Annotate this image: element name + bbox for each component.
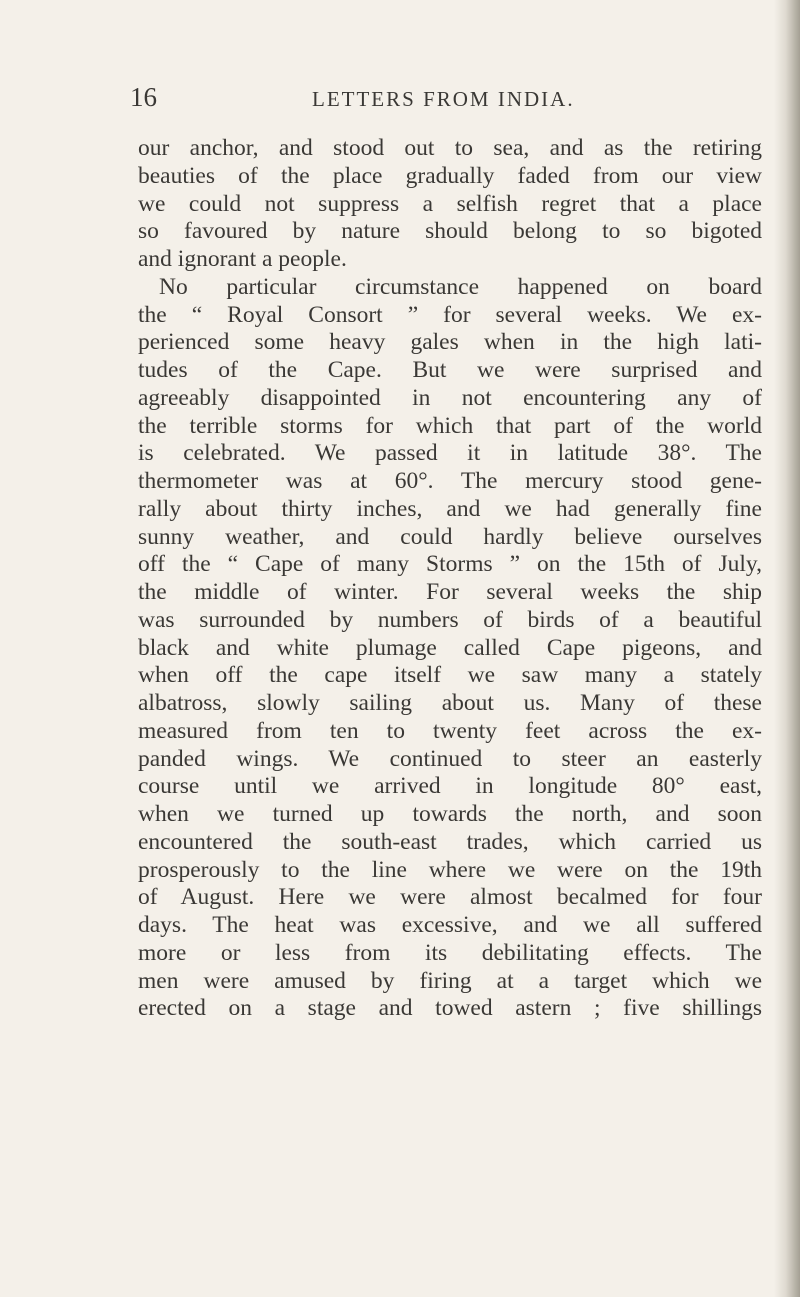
text-line: sunny weather, and could hardly believe ourselves xyxy=(138,523,762,550)
text-line: more or less from its debilitating effects. The xyxy=(138,939,762,966)
text-line: days. The heat was excessive, and we all suffered xyxy=(138,912,762,938)
text-line: off the “ Cape of many Storms ” on the 15th of July, xyxy=(138,551,762,578)
text-line: erected on a stage and towed astern ; five shillings xyxy=(138,995,762,1022)
page-edge-shadow xyxy=(774,0,800,1297)
page-number: 16 xyxy=(130,82,157,112)
running-head: LETTERS FROM INDIA. xyxy=(312,87,575,111)
text-line: agreeably disappointed in not encountering any of xyxy=(138,384,762,411)
text-line: measured from ten to twenty feet across the ex- xyxy=(138,717,762,744)
text-line: black and white plumage called Cape pigeons, and xyxy=(138,634,762,661)
text-line: tudes of the Cape. But we were surprised and xyxy=(138,357,762,383)
text-line: prosperously to the line where we were on the 19th xyxy=(138,856,762,883)
text-line: men were amused by firing at a target which we xyxy=(138,967,762,994)
text-line: was surrounded by numbers of birds of a beautiful xyxy=(138,606,762,633)
body-text xyxy=(138,135,762,1023)
text-line: encountered the south-east trades, which carried us xyxy=(138,828,762,855)
text-line: beauties of the place gradually faded from our view xyxy=(138,162,762,189)
text-line: is celebrated. We passed it in latitude 38°. The xyxy=(138,440,762,467)
text-line: our anchor, and stood out to sea, and as the retiring xyxy=(138,135,762,161)
text-line: of August. Here we were almost becalmed for four xyxy=(138,884,762,911)
text-line: No particular circumstance happened on board xyxy=(159,273,762,300)
text-line: and ignorant a people. xyxy=(138,246,347,272)
text-line: thermometer was at 60°. The mercury stood gene- xyxy=(138,468,762,494)
text-line: so favoured by nature should belong to so bigoted xyxy=(138,218,762,245)
text-line: we could not suppress a selfish regret that a place xyxy=(138,190,762,217)
text-line: the terrible storms for which that part of the world xyxy=(138,412,762,439)
text-line: the “ Royal Consort ” for several weeks. We ex- xyxy=(138,301,762,328)
text-line: perienced some heavy gales when in the high lati- xyxy=(138,329,762,356)
text-line: when we turned up towards the north, and soon xyxy=(138,801,762,827)
text-line: panded wings. We continued to steer an easterly xyxy=(138,745,762,772)
page-header xyxy=(0,82,800,122)
text-line: the middle of winter. For several weeks the ship xyxy=(138,579,762,605)
text-line: course until we arrived in longitude 80° east, xyxy=(138,773,762,800)
text-line: when off the cape itself we saw many a stately xyxy=(138,662,762,689)
text-line: rally about thirty inches, and we had generally fine xyxy=(138,495,762,522)
text-line: albatross, slowly sailing about us. Many of these xyxy=(138,690,762,716)
